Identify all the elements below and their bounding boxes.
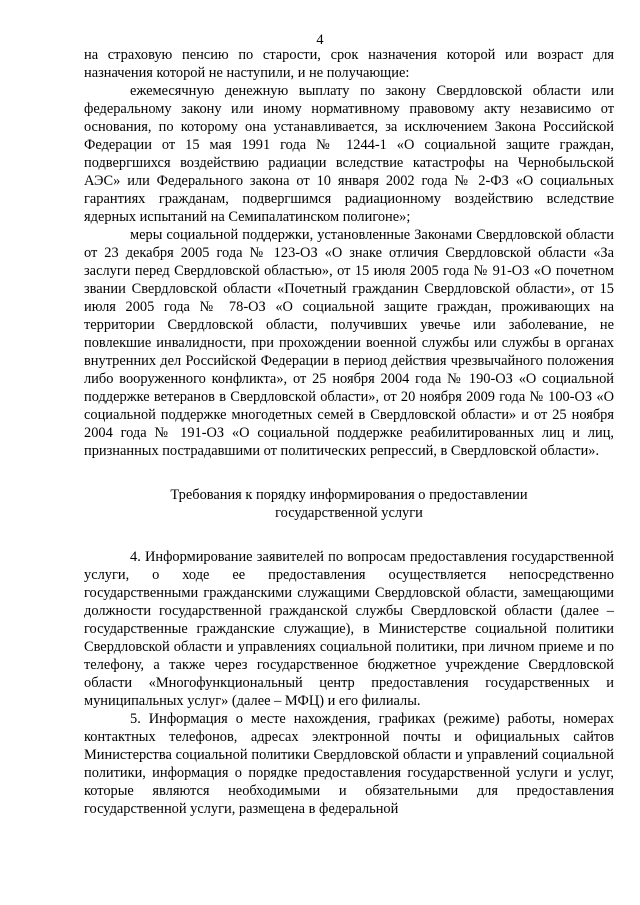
section-heading bbox=[84, 486, 614, 522]
document-body bbox=[84, 46, 614, 818]
paragraph-intro: на страховую пенсию по старости, срок назначения которой или возраст для назначения которой не наступили, и не получающие: bbox=[84, 47, 614, 81]
section-heading-line-2: государственной услуги bbox=[275, 505, 423, 521]
page-number: 4 bbox=[316, 32, 324, 48]
paragraph-monthly-payment: ежемесячную денежную выплату по закону Свердловской области или федеральному закону или иному нормативному правовому акту независимо от основания, по которому она устанавливается, за исключением Закона Российской Федерации от 15 мая 1991 года № 1244-1 «О социальной защите граждан, подвергшихся воздействию радиации вследствие катастрофы на Чернобыльской АЭС» или Федерального закона от 10 января 2002 года № 2-ФЗ «О социальных гарантиях гражданам, подвергшимся радиационному воздействию вследствие ядерных испытаний на Семипалатинском полигоне»; bbox=[84, 83, 614, 225]
paragraph-support-measures: меры социальной поддержки, установленные Законами Свердловской области от 23 декабря 2005 года № 123-ОЗ «О знаке отличия Свердловской области «За заслуги перед Свердловской областью», от 15 июля 2005 года № 91-ОЗ «О почетном звании Свердловской области «Почетный гражданин Свердловской области», от 15 июля 2005 года № 78-ОЗ «О социальной защите граждан, проживающих на территории Свердловской области, получивших увечье или заболевание, не повлекшие инвалидности, при прохождении военной службы или службы в органах внутренних дел Российской Федерации в период действия чрезвычайного положения либо вооруженного конфликта», от 25 ноября 2004 года № 190-ОЗ «О социальной поддержке ветеранов в Свердловской области», от 20 ноября 2009 года № 100-ОЗ «О социальной поддержке многодетных семей в Свердловской области» и от 25 ноября 2004 года № 191-ОЗ «О социальной поддержке реабилитированных лиц и лиц, признанных пострадавшими от политических репрессий, в Свердловской области». bbox=[84, 227, 614, 459]
paragraph-item-5: 5. Информация о месте нахождения, графиках (режиме) работы, номерах контактных телефонов, адресах электронной почты и официальных сайтов Министерства социальной политики Свердловской области и управлений социальной политики, информация о порядке предоставления государственной услуги и услуг, которые являются необходимыми и обязательными для предоставления государственной услуги, размещена в федеральной bbox=[84, 711, 614, 817]
section-heading-line-1: Требования к порядку информирования о предоставлении bbox=[170, 487, 528, 503]
paragraph-item-4: 4. Информирование заявителей по вопросам предоставления государственной услуги, о ходе ее предоставления осуществляется непосредственно государственными гражданскими служащими Свердловской области, замещающими должности государственной гражданской службы Свердловской области (далее – государственные гражданские служащие), в Министерстве социальной политики Свердловской области и управлениях социальной политики, при личном приеме и по телефону, а также через государственное бюджетное учреждение Свердловской области «Многофункциональный центр предоставления государственных и муниципальных услуг» (далее – МФЦ) и его филиалы. bbox=[84, 549, 614, 709]
